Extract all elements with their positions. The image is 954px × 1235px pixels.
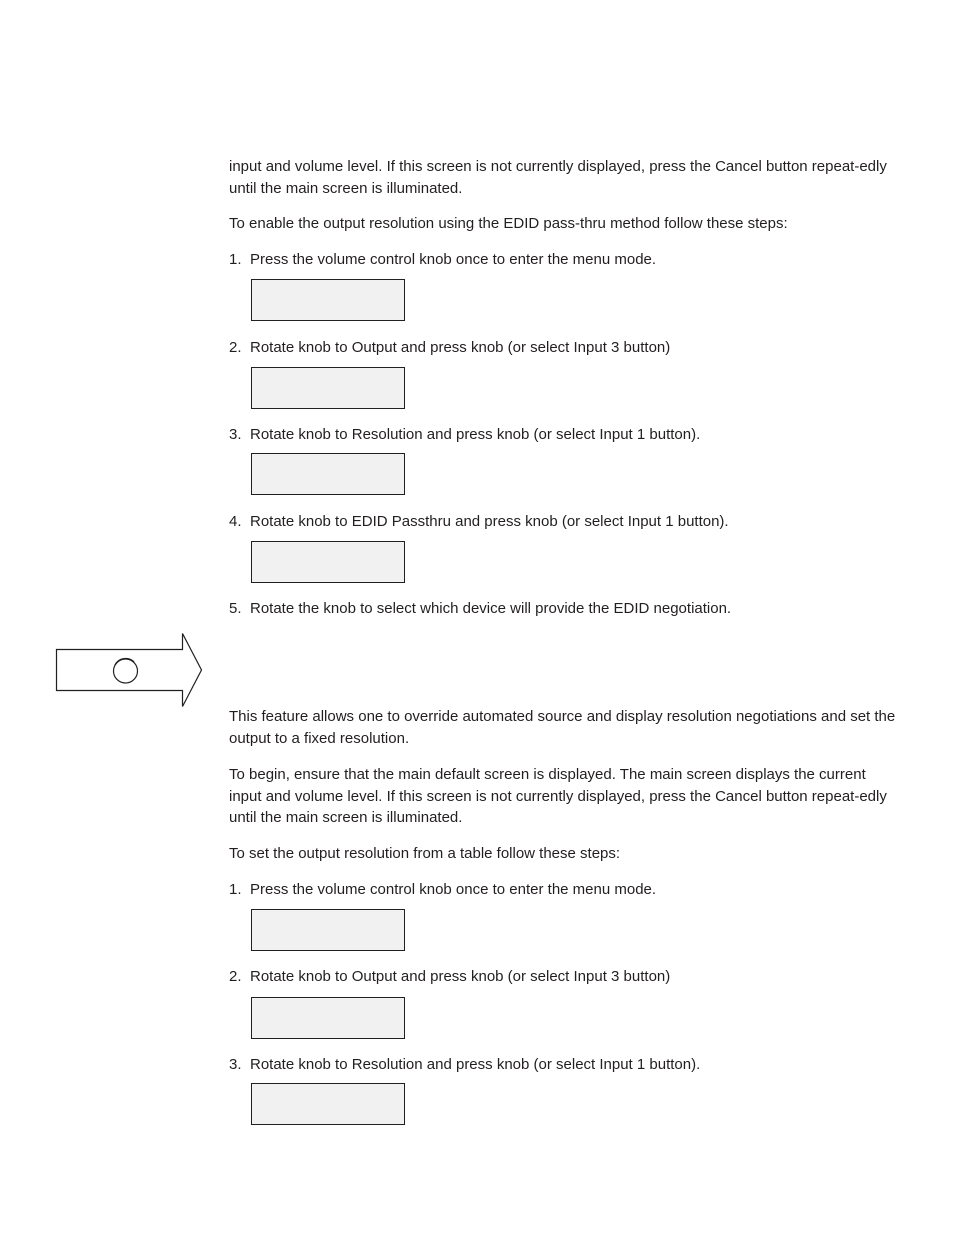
step-text: Rotate the knob to select which device will provide the EDID negotiation. — [250, 600, 732, 617]
step-number: 1. — [229, 251, 242, 268]
step-text: Rotate knob to EDID Passthru and press knob (or select Input 1 button). — [250, 513, 729, 530]
section1-step-5 — [229, 598, 897, 619]
section2-step-1 — [229, 879, 897, 900]
step-text: Rotate knob to Output and press knob (or select Input 3 button) — [250, 968, 671, 985]
section1-intro-continued: input and volume level. If this screen is not currently displayed, press the Cancel button repeat-edly until the main screen is illuminated. — [229, 158, 887, 197]
lcd-display-screen — [251, 909, 405, 951]
step-number: 3. — [229, 1056, 242, 1073]
knob-circle-icon — [114, 659, 138, 683]
step-text: Press the volume control knob once to enter the menu mode. — [250, 881, 657, 898]
section1-steps-intro: To enable the output resolution using the EDID pass-thru method follow these steps: — [229, 215, 788, 232]
lcd-display-screen — [251, 279, 405, 321]
step-text: Press the volume control knob once to enter the menu mode. — [250, 251, 657, 268]
step-text: Rotate knob to Resolution and press knob (or select Input 1 button). — [250, 426, 701, 443]
section1-step-3 — [229, 424, 897, 445]
section1-step-2 — [229, 337, 897, 358]
lcd-display-screen — [251, 541, 405, 583]
lcd-display-screen — [251, 997, 405, 1039]
step-text: Rotate knob to Output and press knob (or select Input 3 button) — [250, 339, 671, 356]
step-number: 4. — [229, 513, 242, 530]
lcd-display-screen — [251, 1083, 405, 1125]
arrow-callout-icon — [55, 632, 205, 710]
step-number: 1. — [229, 881, 242, 898]
lcd-display-screen — [251, 367, 405, 409]
lcd-display-screen — [251, 453, 405, 495]
step-number: 3. — [229, 426, 242, 443]
section2-intro: This feature allows one to override automated source and display resolution negotiations and set the output to a fixed resolution. — [229, 708, 896, 747]
step-text: Rotate knob to Resolution and press knob (or select Input 1 button). — [250, 1056, 701, 1073]
section1-step-1 — [229, 249, 897, 270]
section2-step-2 — [229, 966, 897, 987]
step-number: 5. — [229, 600, 242, 617]
step-number: 2. — [229, 968, 242, 985]
section2-step-3 — [229, 1054, 897, 1075]
step-number: 2. — [229, 339, 242, 356]
section2-steps-intro: To set the output resolution from a table follow these steps: — [229, 845, 621, 862]
section1-step-4 — [229, 511, 897, 532]
section2-begin: To begin, ensure that the main default screen is displayed. The main screen displays the current input and volume level. If this screen is not currently displayed, press the Cancel button repeat-edly until the main screen is illuminated. — [229, 766, 887, 826]
